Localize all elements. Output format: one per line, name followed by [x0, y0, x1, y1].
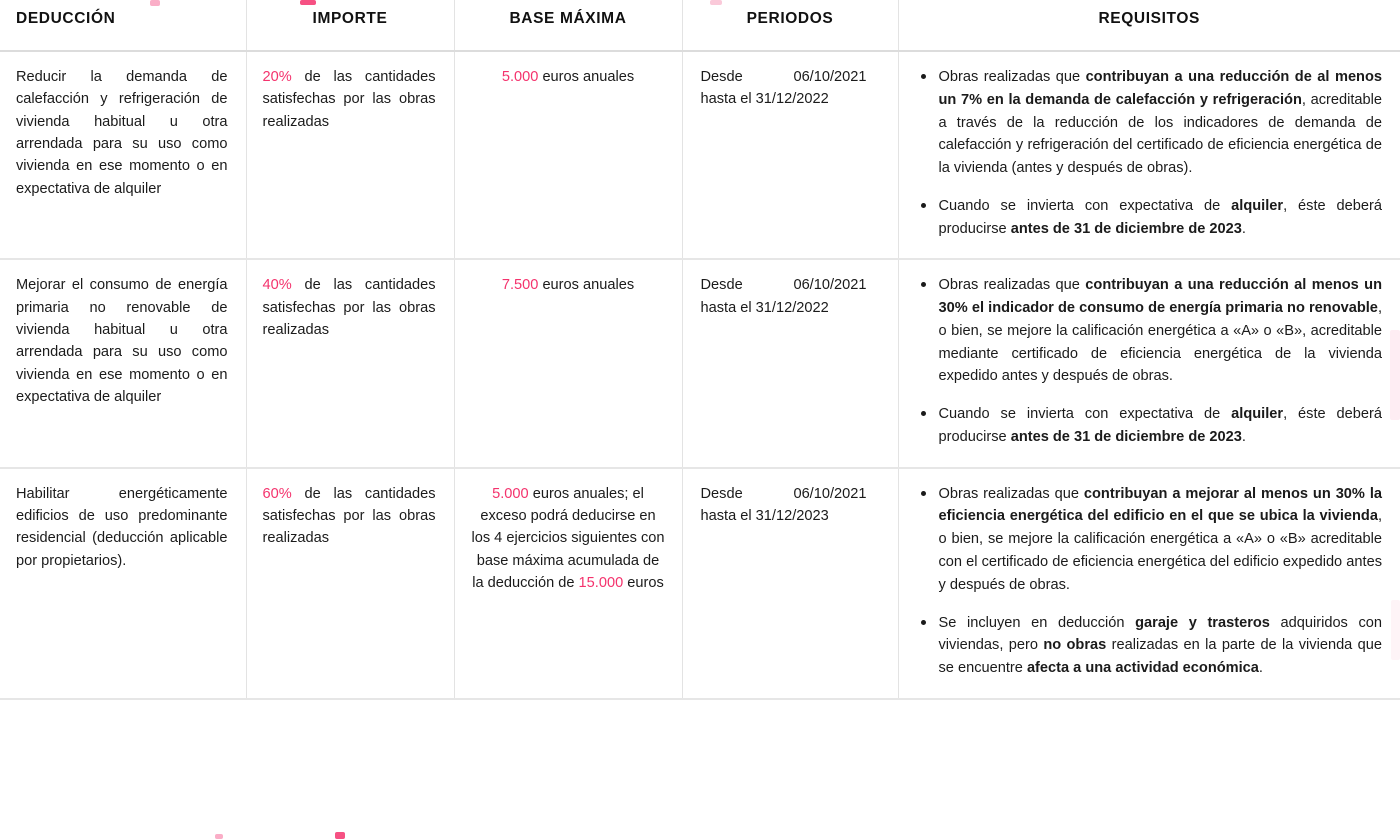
cell-periodos	[682, 51, 898, 259]
periodo-desde	[701, 274, 867, 296]
cell-requisitos	[898, 259, 1400, 467]
base-text-2: euros	[623, 575, 664, 592]
column-header-importe: IMPORTE	[246, 0, 454, 51]
list-item: Se incluyen en deducción garaje y trasteros adquiridos con viviendas, pero no obras realizadas en la parte de la vivienda que se encuentre afecta a una actividad económica.	[917, 612, 1383, 680]
base-text: euros anuales; el exceso podrá deducirse en los 4 ejercicios siguientes con base máxima acumulada de la deducción de	[471, 485, 665, 592]
list-item: Cuando se invierta con expectativa de alquiler, éste deberá producirse antes de 31 de diciembre de 2023.	[917, 195, 1383, 241]
importe-text: de las cantidades satisfechas por las obras realizadas	[262, 485, 436, 547]
table-row	[0, 468, 1400, 699]
periodo-hasta: hasta el 31/12/2023	[700, 508, 829, 525]
table-row	[0, 259, 1400, 467]
table-body	[0, 51, 1400, 699]
base-text: euros anuales	[538, 69, 635, 85]
cell-deduccion: Habilitar energéticamente edificios de uso predominante residencial (deducción aplicable por propietarios).	[0, 468, 246, 699]
importe-text: de las cantidades satisfechas por las obras realizadas	[262, 277, 436, 339]
importe-percent: 60%	[262, 485, 292, 502]
decorative-mark	[215, 834, 223, 839]
table-row	[0, 51, 1400, 259]
importe-percent: 20%	[262, 69, 292, 85]
base-amount-2: 15.000	[578, 575, 624, 592]
base-amount: 7.500	[501, 277, 539, 294]
cell-deduccion: Mejorar el consumo de energía primaria no renovable de vivienda habitual u otra arrendada para su uso como vivienda en ese momento o en expectativa de alquiler	[0, 259, 246, 467]
list-item: Obras realizadas que contribuyan a mejorar al menos un 30% la eficiencia energética del edificio en el que se ubica la vivienda, o bien, se mejore la calificación energética a «A» o «B» acreditable con el certificado de eficiencia energética del edificio expedido antes y después de obras.	[917, 483, 1383, 597]
cell-base-maxima	[454, 51, 682, 259]
requisitos-list	[917, 483, 1383, 680]
cell-base-maxima	[454, 468, 682, 699]
cell-base-maxima	[454, 259, 682, 467]
base-amount: 5.000	[492, 485, 529, 502]
periodo-desde	[701, 483, 867, 505]
list-item: Obras realizadas que contribuyan a una reducción de al menos un 7% en la demanda de calefacción y refrigeración, acreditable a través de la reducción de los indicadores de demanda de calefacción y refrigeración del certificado de eficiencia energética de la vivienda (antes y después de obras).	[917, 66, 1383, 180]
periodo-desde	[701, 66, 867, 88]
table-header-row	[0, 0, 1400, 51]
cell-requisitos	[898, 468, 1400, 699]
cell-importe	[246, 51, 454, 259]
base-amount: 5.000	[501, 69, 539, 85]
requisitos-list	[917, 274, 1383, 448]
column-header-periodos: PERIODOS	[682, 0, 898, 51]
decorative-mark	[335, 832, 345, 839]
periodo-desde-fecha: 06/10/2021	[793, 277, 867, 294]
importe-percent: 40%	[262, 277, 292, 294]
periodo-hasta: hasta el 31/12/2022	[700, 299, 829, 316]
periodo-desde-label: Desde	[700, 277, 743, 294]
importe-text: de las cantidades satisfechas por las obras realizadas	[262, 69, 436, 130]
list-item: Obras realizadas que contribuyan a una reducción al menos un 30% el indicador de consumo de energía primaria no renovable, o bien, se mejore la calificación energética a «A» o «B», acreditable mediante certificado de eficiencia energética de la vivienda expedido antes y después de obras.	[917, 274, 1383, 388]
periodo-desde-label: Desde	[700, 69, 743, 85]
cell-periodos	[682, 468, 898, 699]
base-text: euros anuales	[538, 277, 635, 294]
periodo-desde-fecha: 06/10/2021	[793, 69, 867, 85]
periodo-hasta: hasta el 31/12/2022	[700, 91, 829, 108]
column-header-deduccion: DEDUCCIÓN	[0, 0, 246, 51]
periodo-desde-label: Desde	[700, 485, 743, 502]
cell-requisitos	[898, 51, 1400, 259]
cell-deduccion: Reducir la demanda de calefacción y refrigeración de vivienda habitual u otra arrendada para su uso como vivienda en ese momento o en expectativa de alquiler	[0, 51, 246, 259]
cell-importe	[246, 468, 454, 699]
list-item: Cuando se invierta con expectativa de alquiler, éste deberá producirse antes de 31 de diciembre de 2023.	[917, 403, 1383, 449]
periodo-desde-fecha: 06/10/2021	[793, 485, 867, 502]
column-header-base-maxima: BASE MÁXIMA	[454, 0, 682, 51]
table-header	[0, 0, 1400, 51]
column-header-requisitos: REQUISITOS	[898, 0, 1400, 51]
cell-periodos	[682, 259, 898, 467]
requisitos-list	[917, 66, 1383, 240]
cell-importe	[246, 259, 454, 467]
